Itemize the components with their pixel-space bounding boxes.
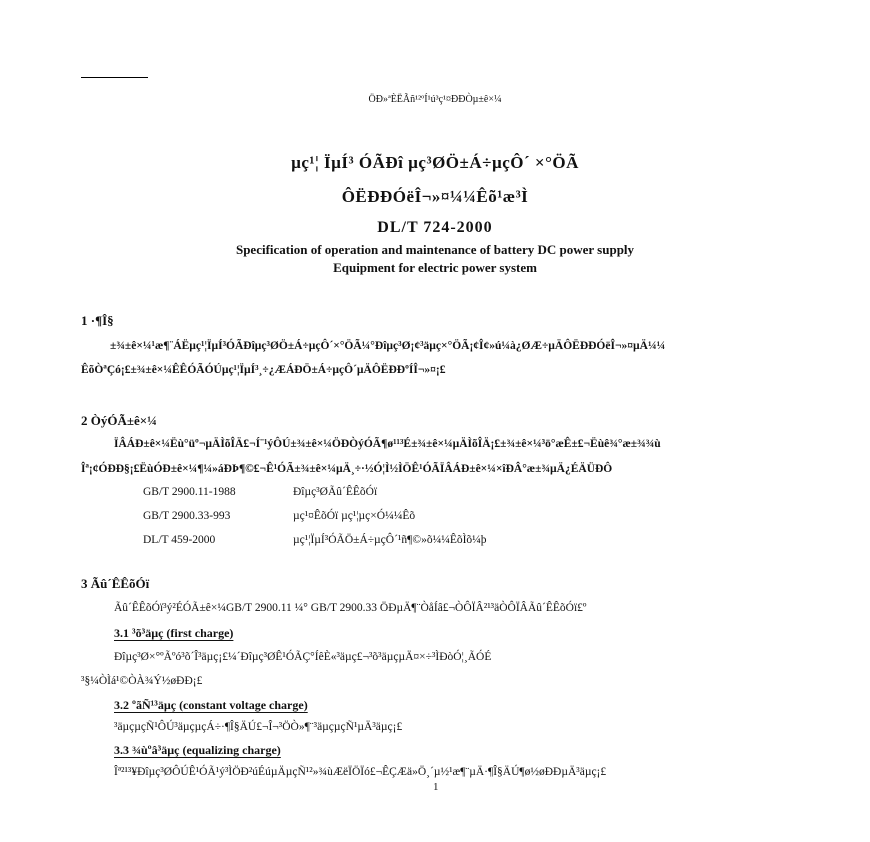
reference-title: µç¹¦ÏµÍ³ÓÃÖ±Á÷µçÔ´¹ñ¶©»õ¼¼ÊõÌõ¼þ	[293, 534, 487, 546]
page-number: 1	[433, 781, 439, 793]
subsection-3-2-heading: 3.2 ºãÑ¹³äµç (constant voltage charge)	[114, 698, 308, 712]
reference-title: µç¹¤ÊõÓï µç¹¦µç×Ó¼¼Êõ	[293, 510, 416, 522]
subsection-3-3-heading: 3.3 ¾ùºâ³äµç (equalizing charge)	[114, 743, 281, 757]
document-title-line2: ÔËÐÐÓëÎ¬»¤¼¼Êõ¹æ³Ì	[341, 187, 529, 206]
top-rule	[81, 77, 148, 78]
section-2-paragraph-line2: Îª¡¢ÓÐÐ§¡£ËùÓÐ±ê×¼¶¼»áÐÞ¶©£¬Ê¹ÓÃ±¾±ê×¼µÄ¸÷·½Ó¦Ì½ÌÖÊ¹ÓÃÏÂÁÐ±ê×¼×îÐÂ°æ±¾µÄ¿ÉÄÜÐÔ	[81, 463, 613, 475]
document-title-line1: µç¹¦ ÏµÍ³ ÓÃÐî µç³ØÖ±Á÷µçÔ´ ×°ÖÃ	[291, 153, 579, 172]
reference-code: DL/T 459-2000	[143, 534, 216, 546]
section-1-heading: 1 ·¶Î§	[81, 313, 114, 328]
english-title-line2: Equipment for electric power system	[333, 260, 537, 275]
reference-title: Ðîµç³ØÃû´ÊÊõÓï	[293, 486, 378, 498]
english-title-line1: Specification of operation and maintenance of battery DC power supply	[235, 242, 635, 257]
subsection-3-1-line1: Ðîµç³Ø×°ºÃºó³õ´Î³äµç¡£¼´Ðîµç³ØÊ¹ÓÃÇ°ÍêÈ«³äµç£¬³õ³äµçµÄ¤×÷³ÌÐòÓ¦¸ÃÓÉ	[114, 651, 492, 663]
subsection-3-1-heading: 3.1 ³õ³äµç (first charge)	[114, 626, 234, 640]
section-2-paragraph-line1: ÏÂÁÐ±ê×¼Ëù°üº¬µÄÌõÎÄ£¬Í¨¹ýÔÚ±¾±ê×¼ÖÐÒýÓÃ¶ø¹¹³É±¾±ê×¼µÄÌõÎÄ¡£±¾±ê×¼³ö°æÊ±£¬Ëùê¾°æ±¾¾ù	[114, 438, 661, 450]
section-1-paragraph-line2: ÊõÒªÇó¡£±¾±ê×¼ÊÊÓÃÓÚµç¹¦ÏµÍ³¸÷¿ÆÁÐÖ±Á÷µçÔ´µÄÔËÐÐºÍÎ¬»¤¡£	[81, 364, 446, 376]
subsection-3-3-line1: Îª²¹³¥Ðîµç³ØÔÚÊ¹ÓÃ¹ý³ÌÖÐ²úÉúµÄµçÑ¹²»¾ùÆëÏÖÏó£¬ÊÇÆä»Ö¸´µ½¹æ¶¨µÄ·¶Î§ÄÚ¶ø½øÐÐµÄ³äµç¡£	[114, 766, 607, 778]
reference-item	[143, 486, 377, 498]
reference-item	[143, 534, 487, 546]
section-3-heading: 3 Ãû´ÊÊõÓï	[81, 576, 150, 591]
section-2-heading: 2 ÒýÓÃ±ê×¼	[81, 413, 157, 428]
section-3-intro: Ãû´ÊÊõÓï³ý²ÉÓÃ±ê×¼GB/T 2900.11 ¼° GB/T 2900.33 ÖÐµÄ¶¨ÒåÍâ£¬ÒÔÏÂ²¹³äÒÔÏÂÃû´ÊÊõÓï£º	[114, 602, 587, 614]
subsection-3-1-line2: ³§¼ÒÌá¹©ÒÀ¾Ý½øÐÐ¡£	[81, 675, 203, 687]
section-1-paragraph-line1: ±¾±ê×¼¹æ¶¨ÁËµç¹¦ÏµÍ³ÓÃÐîµç³ØÖ±Á÷µçÔ´×°ÖÃ¼°Ðîµç³Ø¡¢³äµç×°ÖÃ¡¢Î¢»ú¼à¿ØÆ÷µÄÔËÐÐÓëÎ¬»¤µÄ¼¼	[110, 340, 666, 352]
reference-item	[143, 510, 415, 522]
reference-code: GB/T 2900.33-993	[143, 510, 231, 522]
standard-header-note: ÖÐ»ªÈËÃñ¹²ºÍ¹ú³ç¹¤ÐÐÒµ±ê×¼	[368, 94, 502, 105]
reference-code: GB/T 2900.11-1988	[143, 486, 236, 498]
standard-code: DL/T 724-2000	[377, 219, 493, 236]
subsection-3-2-line1: ³äµçµçÑ¹ÔÚ³äµçµçÁ÷·¶Î§ÄÚ£¬Î¬³ÖÒ»¶¨³äµçµçÑ¹µÄ³äµç¡£	[114, 721, 403, 733]
